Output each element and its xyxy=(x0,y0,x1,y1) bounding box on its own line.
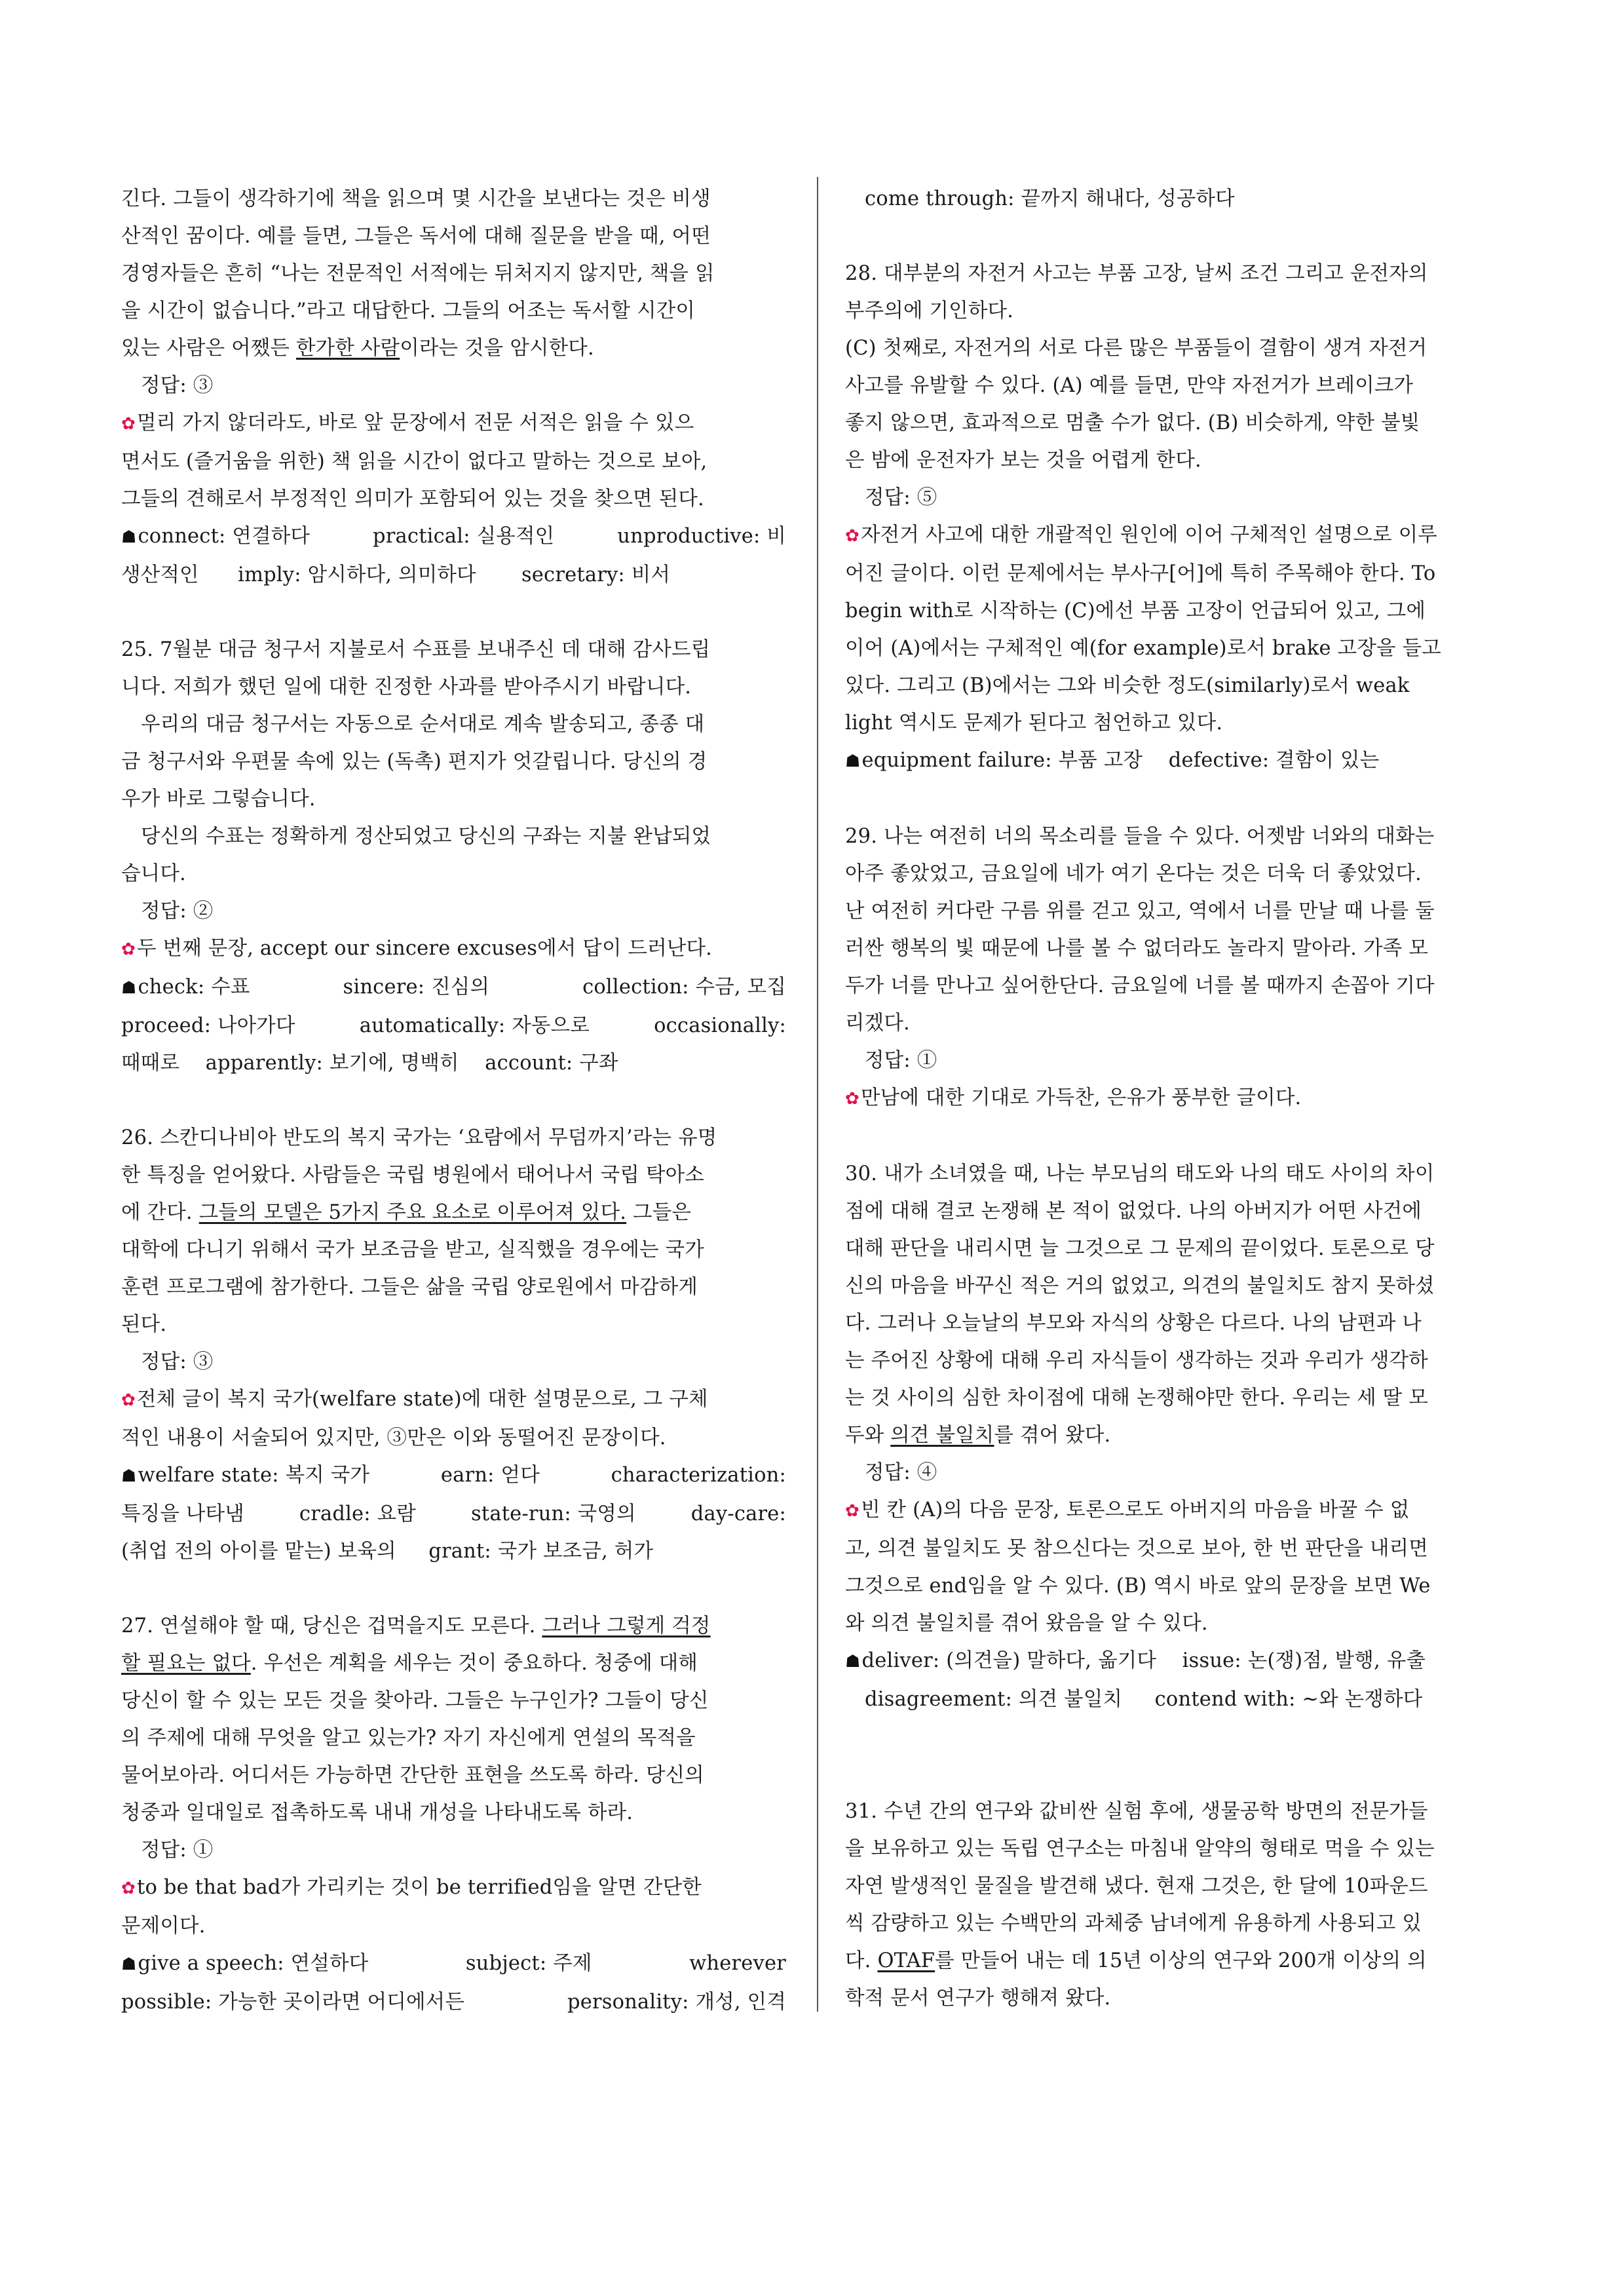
answer-line: 정답: ① xyxy=(865,1049,937,1072)
vocab-line: come through: 끝까지 해내다, 성공하다 xyxy=(865,187,1235,210)
text-span: 를 만들어 내는 데 15년 이상의 연구와 200개 이상의 의 xyxy=(935,1949,1427,1972)
left-column xyxy=(121,180,786,2021)
explanation-line: light 역시도 문제가 된다고 첨언하고 있다. xyxy=(845,712,1223,735)
underlined-phrase: 그러나 그렇게 걱정 xyxy=(542,1615,711,1637)
vocab-line xyxy=(121,1007,786,1044)
right-column xyxy=(845,180,1500,2017)
text-line: 을 보유하고 있는 독립 연구소는 마침내 알약의 형태로 먹을 수 있는 xyxy=(845,1837,1435,1860)
underlined-phrase: 그들의 모델은 5가지 주요 요소로 이루어져 있다. xyxy=(198,1201,627,1224)
vocab-item: automatically: 자동으로 xyxy=(359,1014,590,1037)
text-span: equipment failure: 부품 고장 defective: 결함이 있는 xyxy=(861,749,1380,772)
vocab-item: account: 구좌 xyxy=(485,1052,618,1075)
explanation-line: 이어 (A)에서는 구체적인 예(for example)로서 brake 고장을 들고 xyxy=(845,637,1441,660)
vocab-line: disagreement: 의견 불일치 contend with: ~와 논쟁하다 xyxy=(865,1688,1423,1711)
vocab-line xyxy=(121,518,786,556)
question-line: 28. 대부분의 자전거 사고는 부품 고장, 날씨 조건 그리고 운전자의 xyxy=(845,262,1428,285)
vocab-item: collection: 수금, 모집 xyxy=(582,976,786,999)
text-line: 우가 바로 그렇습니다. xyxy=(121,788,316,811)
explanation-line: 그것으로 end임을 알 수 있다. (B) 역시 바로 앞의 문장을 보면 We xyxy=(845,1575,1431,1598)
vocab-item: (취업 전의 아이를 맡는) 보육의 xyxy=(121,1540,396,1563)
explanation-line: 있다. 그리고 (B)에서는 그와 비슷한 정도(similarly)로서 weak xyxy=(845,674,1410,697)
text-span: 만남에 대한 기대로 가득찬, 은유가 풍부한 글이다. xyxy=(861,1086,1302,1109)
explanation-line: 적인 내용이 서술되어 있지만, ③만은 이와 동떨어진 문장이다. xyxy=(121,1426,666,1449)
bulb-icon: ✿ xyxy=(121,1390,136,1410)
text-line: 두가 너를 만나고 싶어한단다. 금요일에 너를 볼 때까지 손꼽아 기다 xyxy=(845,974,1435,997)
text-line: 을 시간이 없습니다.”라고 대답한다. 그들의 어조는 독서할 시간이 xyxy=(121,299,696,322)
text-span: 두와 xyxy=(845,1424,891,1447)
explanation-line: 어진 글이다. 이런 문제에서는 부사구[어]에 특히 주목해야 한다. To xyxy=(845,562,1436,585)
text-span: 전체 글이 복지 국가(welfare state)에 대한 설명문으로, 그 구체 xyxy=(137,1388,708,1411)
vocab-item: day-care: xyxy=(690,1502,786,1525)
text-line: 경영자들은 흔히 “나는 전문적인 서적에는 뒤처지지 않지만, 책을 읽 xyxy=(121,262,715,285)
answer-line: 정답: ③ xyxy=(141,1350,214,1373)
answer-line: 정답: ② xyxy=(141,900,214,923)
vocab-item: practical: 실용적인 xyxy=(373,525,555,548)
text-span: 멀리 가지 않더라도, 바로 앞 문장에서 전문 서적은 읽을 수 있으 xyxy=(137,411,694,434)
underlined-phrase: 의견 불일치 xyxy=(890,1424,994,1447)
text-line: 부주의에 기인하다. xyxy=(845,299,1014,322)
vocab-item: check: 수표 xyxy=(138,976,250,999)
explanation-line: begin with로 시작하는 (C)에선 부품 고장이 언급되어 있고, 그에 xyxy=(845,600,1426,622)
vocab-line xyxy=(121,1533,786,1570)
text-line: 러싼 행복의 빛 때문에 나를 볼 수 없더라도 놀라지 말아라. 가족 모 xyxy=(845,937,1428,960)
underlined-phrase: 할 필요는 없다 xyxy=(121,1652,251,1675)
explanation-line xyxy=(121,1869,786,1907)
text-span: 있는 사람은 어쨌든 xyxy=(121,337,296,360)
text-line: 씩 감량하고 있는 수백만의 과체중 남녀에게 유용하게 사용되고 있 xyxy=(845,1912,1422,1935)
text-line: 당신이 할 수 있는 모든 것을 찾아라. 그들은 누구인가? 그들이 당신 xyxy=(121,1689,709,1712)
vocab-item: state-run: 국영의 xyxy=(471,1502,636,1525)
explanation-line: 와 의견 불일치를 겪어 왔음을 알 수 있다. xyxy=(845,1612,1208,1635)
vocab-item: proceed: 나아가다 xyxy=(121,1014,295,1037)
vocab-item: personality: 개성, 인격 xyxy=(567,1991,786,2014)
explanation-line: 고, 의견 불일치도 못 참으신다는 것으로 보아, 한 번 판단을 내리면 xyxy=(845,1537,1428,1560)
vocab-item: subject: 주제 xyxy=(465,1952,592,1975)
text-line: 금 청구서와 우편물 속에 있는 (독촉) 편지가 엇갈립니다. 당신의 경 xyxy=(121,750,708,773)
explanation-line xyxy=(845,516,1500,555)
text-line: 훈련 프로그램에 참가한다. 그들은 삶을 국립 양로원에서 마감하게 xyxy=(121,1276,698,1299)
text-span: 두 번째 문장, accept our sincere excuses에서 답이 드러난다. xyxy=(137,937,713,960)
vocab-item: wherever xyxy=(689,1952,786,1975)
text-line xyxy=(121,1645,786,1682)
vocab-line xyxy=(121,968,786,1007)
bulb-icon: ✿ xyxy=(845,1089,859,1109)
vocab-item: occasionally: xyxy=(654,1014,786,1037)
vocab-item: connect: 연결하다 xyxy=(138,525,311,548)
text-line: 는 것 사이의 심한 차이점에 대해 논쟁해야만 한다. 우리는 세 딸 모 xyxy=(845,1387,1428,1409)
text-span: deliver: (의견을) 말하다, 옮기다 issue: 논(쟁)점, 발행, 유출 xyxy=(861,1649,1426,1672)
vocab-line xyxy=(121,556,786,594)
text-line: 한 특징을 얻어왔다. 사람들은 국립 병원에서 태어나서 국립 탁아소 xyxy=(121,1164,704,1187)
text-line: 사고를 유발할 수 있다. (A) 예를 들면, 만약 자전거가 브레이크가 xyxy=(845,374,1414,397)
text-line: 니다. 저희가 했던 일에 대한 진정한 사과를 받아주시기 바랍니다. xyxy=(121,676,692,698)
triangle-stack-icon: ☗ xyxy=(121,1466,137,1486)
text-line: 우리의 대금 청구서는 자동으로 순서대로 계속 발송되고, 종종 대 xyxy=(141,713,705,736)
bulb-icon: ✿ xyxy=(121,414,136,434)
text-line xyxy=(845,1417,1500,1454)
bulb-icon: ✿ xyxy=(121,1879,136,1898)
vocab-item: grant: 국가 보조금, 허가 xyxy=(428,1540,654,1563)
triangle-stack-icon: ☗ xyxy=(845,752,861,771)
explanation-line: 문제이다. xyxy=(121,1915,206,1938)
text-span: 를 겪어 왔다. xyxy=(994,1424,1111,1447)
text-line: 난 여전히 커다란 구름 위를 걷고 있고, 역에서 너를 만날 때 나를 둘 xyxy=(845,900,1435,923)
text-line: 은 밤에 운전자가 보는 것을 어렵게 한다. xyxy=(845,449,1201,472)
vocab-line xyxy=(121,1945,786,1983)
text-line: 물어보아라. 어디서든 가능하면 간단한 표현을 쓰도록 하라. 당신의 xyxy=(121,1764,704,1787)
text-line: 습니다. xyxy=(121,862,186,885)
text-line: 청중과 일대일로 접촉하도록 내내 개성을 나타내도록 하라. xyxy=(121,1801,633,1824)
text-span: 빈 칸 (A)의 다음 문장, 토론으로도 아버지의 마음을 바꿀 수 없 xyxy=(861,1499,1410,1521)
vocab-item: earn: 얻다 xyxy=(440,1464,540,1487)
text-line: 다. 그러나 오늘날의 부모와 자식의 상황은 다르다. 나의 남편과 나 xyxy=(845,1312,1422,1335)
text-span: 이라는 것을 암시한다. xyxy=(400,337,594,360)
triangle-stack-icon: ☗ xyxy=(121,527,137,547)
text-line: 의 주제에 대해 무엇을 알고 있는가? 자기 자신에게 연설의 목적을 xyxy=(121,1727,696,1750)
answer-line: 정답: ④ xyxy=(865,1461,937,1484)
vocab-item: 때때로 xyxy=(121,1052,179,1075)
answer-line: 정답: ① xyxy=(141,1839,214,1862)
underlined-phrase: 한가한 사람 xyxy=(296,337,400,360)
text-span: to be that bad가 가리키는 것이 be terrified임을 알면 간단한 xyxy=(137,1876,702,1899)
vocab-line xyxy=(845,1642,1500,1681)
bulb-icon: ✿ xyxy=(845,1501,859,1521)
text-line: 대학에 다니기 위해서 국가 보조금을 받고, 실직했을 경우에는 국가 xyxy=(121,1238,704,1261)
vocab-item: welfare state: 복지 국가 xyxy=(138,1464,370,1487)
text-span: 27. 연설해야 할 때, 당신은 겁먹을지도 모른다. xyxy=(121,1615,542,1637)
text-line: 긴다. 그들이 생각하기에 책을 읽으며 몇 시간을 보낸다는 것은 비생 xyxy=(121,187,711,210)
vocab-line xyxy=(845,742,1500,780)
text-line: 산적인 꿈이다. 예를 들면, 그들은 독서에 대해 질문을 받을 때, 어떤 xyxy=(121,225,711,248)
text-line: 좋지 않으면, 효과적으로 멈출 수가 없다. (B) 비슷하게, 약한 불빛 xyxy=(845,411,1420,434)
vocab-item: unproductive: 비 xyxy=(617,525,786,548)
text-line: (C) 첫째로, 자전거의 서로 다른 많은 부품들이 결함이 생겨 자전거 xyxy=(845,337,1427,360)
text-line: 당신의 수표는 정확하게 정산되었고 당신의 구좌는 지불 완납되었 xyxy=(141,825,711,848)
explanation-line xyxy=(121,1381,786,1419)
text-span: 에 간다. xyxy=(121,1201,199,1224)
triangle-stack-icon: ☗ xyxy=(121,978,137,998)
explanation-line xyxy=(845,1079,1500,1118)
vocab-item: 특징을 나타냄 xyxy=(121,1502,244,1525)
text-span: 자전거 사고에 대한 개괄적인 원인에 이어 구체적인 설명으로 이루 xyxy=(861,524,1438,546)
vocab-item: cradle: 요람 xyxy=(299,1502,416,1525)
text-line xyxy=(845,1942,1500,1980)
vocab-item: sincere: 진심의 xyxy=(343,976,490,999)
explanation-line: 그들의 견해로서 부정적인 의미가 포함되어 있는 것을 찾으면 된다. xyxy=(121,488,704,510)
question-line: 30. 내가 소녀였을 때, 나는 부모님의 태도와 나의 태도 사이의 차이 xyxy=(845,1162,1435,1185)
vocab-item: 생산적인 xyxy=(121,564,199,586)
bulb-icon: ✿ xyxy=(845,526,859,546)
text-line: 학적 문서 연구가 행해져 왔다. xyxy=(845,1987,1111,2010)
explanation-line xyxy=(845,1491,1500,1530)
vocab-line xyxy=(121,1044,786,1082)
bulb-icon: ✿ xyxy=(121,940,136,959)
text-line: 점에 대해 결코 논쟁해 본 적이 없었다. 나의 아버지가 어떤 사건에 xyxy=(845,1200,1422,1223)
question-line xyxy=(121,1607,786,1645)
answer-line: 정답: ③ xyxy=(141,374,214,397)
text-line: 자연 발생적인 물질을 발견해 냈다. 현재 그것은, 한 달에 10파운드 xyxy=(845,1875,1428,1898)
vocab-item: possible: 가능한 곳이라면 어디에서든 xyxy=(121,1991,464,2014)
text-line: 리겠다. xyxy=(845,1012,910,1035)
text-line: 는 주어진 상황에 대해 우리 자식들이 생각하는 것과 우리가 생각하 xyxy=(845,1349,1428,1372)
vocab-item: characterization: xyxy=(611,1464,786,1487)
explanation-line xyxy=(121,404,786,443)
vocab-line xyxy=(121,1457,786,1495)
text-span: . 우선은 계획을 세우는 것이 중요하다. 청중에 대해 xyxy=(250,1652,698,1675)
question-line: 26. 스칸디나비아 반도의 복지 국가는 ‘요람에서 무덤까지’라는 유명 xyxy=(121,1126,717,1149)
triangle-stack-icon: ☗ xyxy=(121,1955,137,1974)
vocab-item: secretary: 비서 xyxy=(521,564,671,586)
text-line xyxy=(121,330,786,367)
question-line: 29. 나는 여전히 너의 목소리를 들을 수 있다. 어젯밤 너와의 대화는 xyxy=(845,825,1435,848)
vocab-line xyxy=(121,1983,786,2021)
answer-line: 정답: ⑤ xyxy=(865,486,937,509)
question-line: 25. 7월분 대금 청구서 지불로서 수표를 보내주신 데 대해 감사드립 xyxy=(121,638,711,661)
column-divider xyxy=(817,177,818,2012)
explanation-line: 면서도 (즐거움을 위한) 책 읽을 시간이 없다고 말하는 것으로 보아, xyxy=(121,450,708,473)
text-span: 그들은 xyxy=(626,1201,692,1224)
triangle-stack-icon: ☗ xyxy=(845,1652,861,1672)
vocab-item: apparently: 보기에, 명백히 xyxy=(205,1052,459,1075)
vocab-item: give a speech: 연설하다 xyxy=(138,1952,369,1975)
text-line: 신의 마음을 바꾸신 적은 거의 없었고, 의견의 불일치도 참지 못하셨 xyxy=(845,1274,1435,1297)
question-line: 31. 수년 간의 연구와 값비싼 실험 후에, 생물공학 방면의 전문가들 xyxy=(845,1800,1428,1823)
text-span: 다. xyxy=(845,1949,878,1972)
text-line: 아주 좋았었고, 금요일에 네가 여기 온다는 것은 더욱 더 좋았었다. xyxy=(845,862,1422,885)
explanation-line xyxy=(121,930,786,968)
text-line xyxy=(121,1194,786,1231)
text-line: 대해 판단을 내리시면 늘 그것으로 그 문제의 끝이었다. 토론으로 당 xyxy=(845,1237,1435,1260)
underlined-phrase: OTAF xyxy=(877,1949,935,1972)
vocab-item: imply: 암시하다, 의미하다 xyxy=(238,564,476,586)
vocab-line xyxy=(121,1495,786,1533)
text-line: 된다. xyxy=(121,1313,167,1336)
